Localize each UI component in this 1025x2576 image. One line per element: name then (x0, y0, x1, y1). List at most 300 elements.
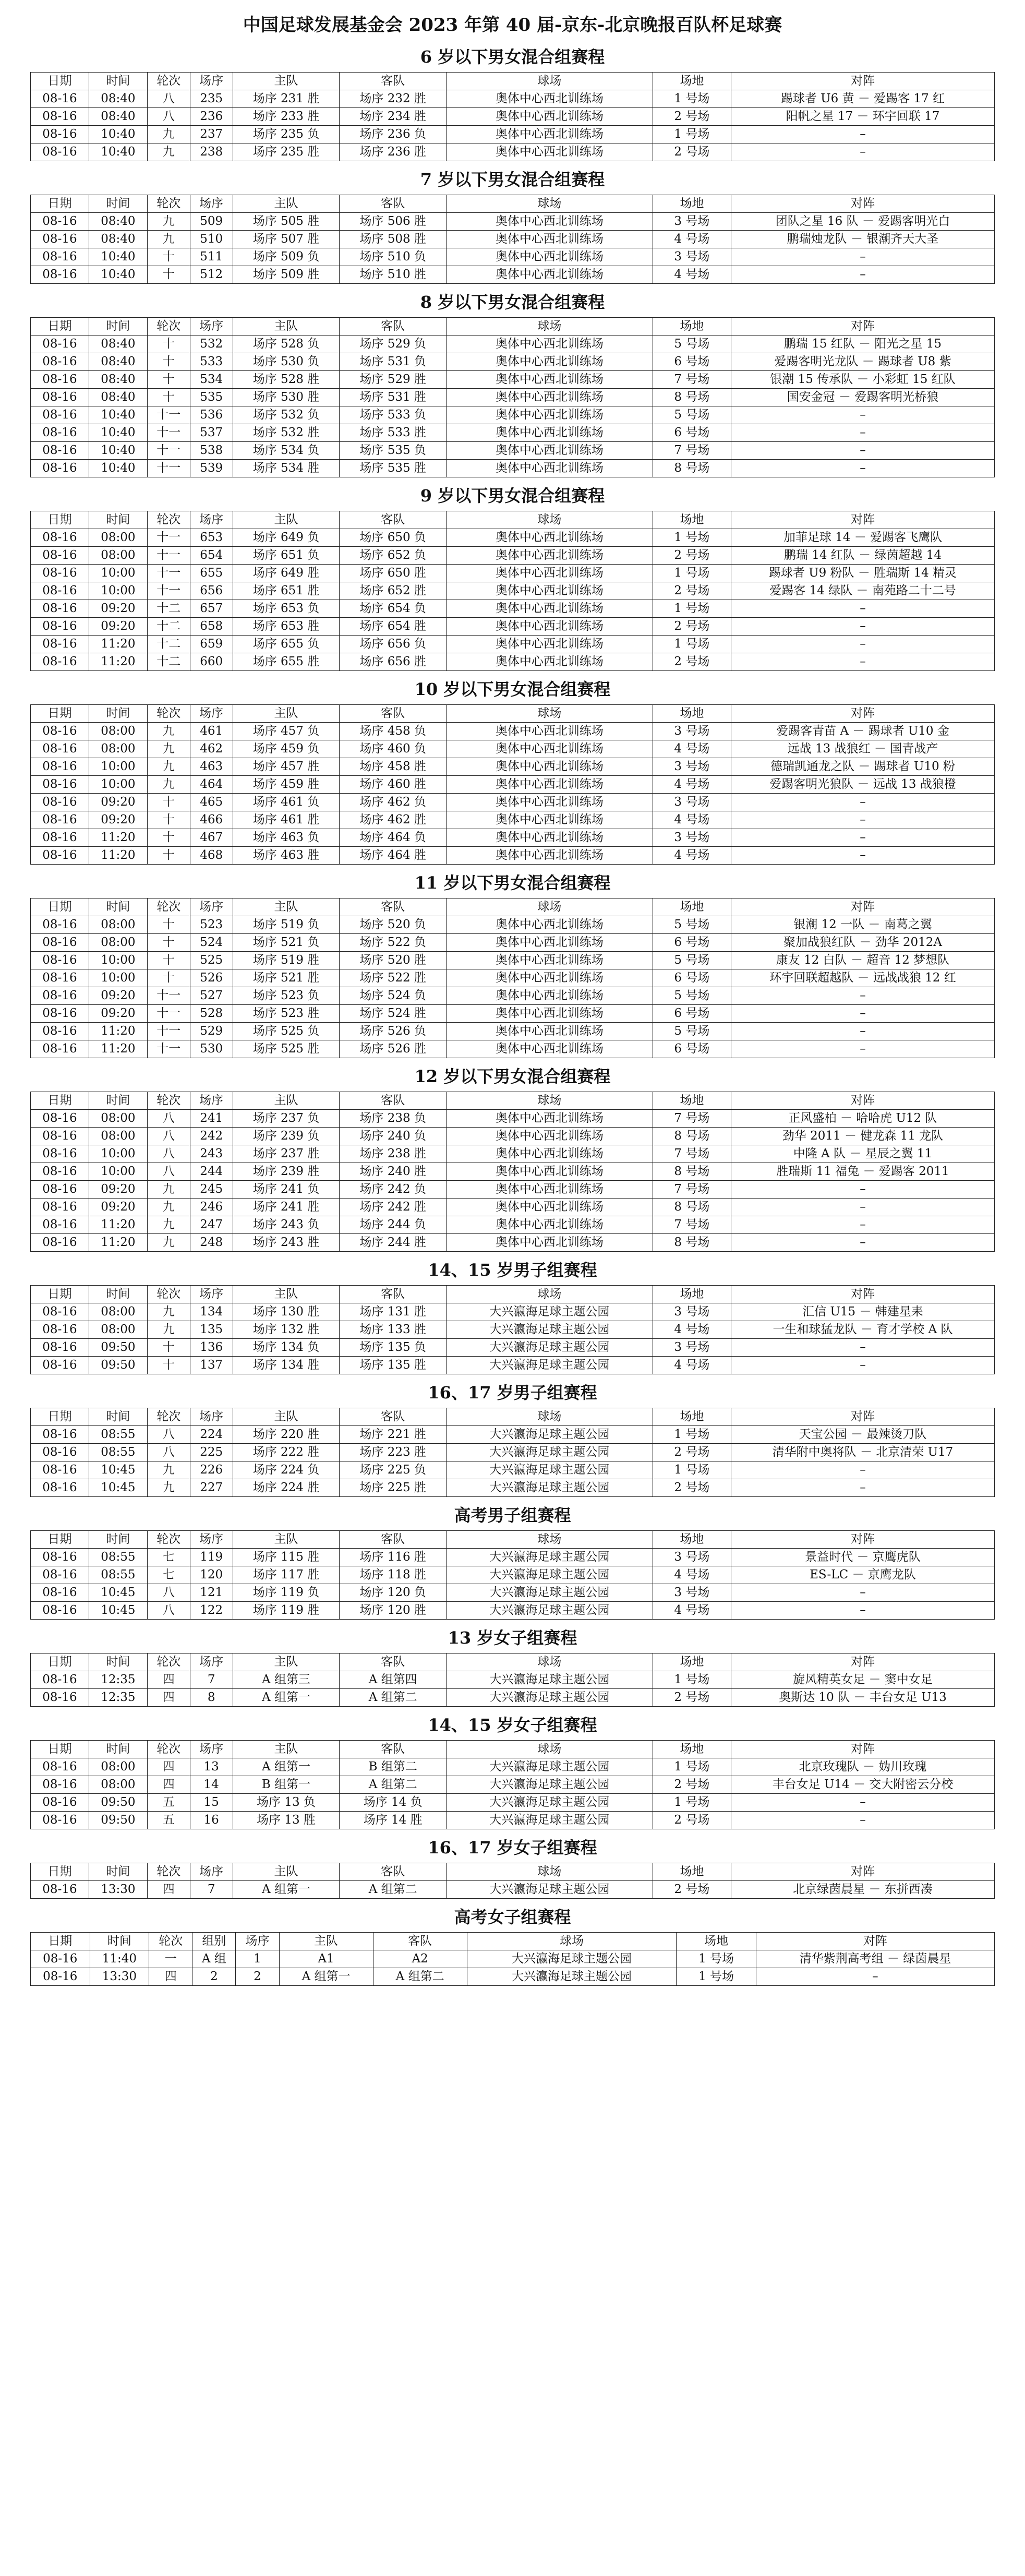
table-cell: 奥体中心西北训练场 (447, 740, 653, 758)
table-cell: 08-16 (31, 1758, 89, 1776)
table-cell: 5 号场 (653, 987, 731, 1005)
table-cell: 8 号场 (653, 1163, 731, 1181)
table-cell: 场序 534 胜 (233, 460, 340, 477)
table-cell: 523 (190, 916, 233, 934)
table-cell: 场序 530 负 (233, 353, 340, 371)
table-cell: 四 (147, 1671, 190, 1689)
table-cell: 08:40 (89, 371, 147, 389)
table-cell: 227 (190, 1479, 233, 1497)
table-row (31, 1303, 995, 1321)
column-header: 场地 (653, 195, 731, 213)
column-header: 时间 (89, 73, 147, 90)
schedule-section (30, 1623, 995, 1707)
column-header: 主队 (233, 898, 340, 916)
table-row (31, 1216, 995, 1234)
table-cell: – (731, 1461, 994, 1479)
table-cell: 九 (147, 723, 190, 740)
table-cell: 08-16 (31, 460, 89, 477)
table-cell: 十一 (147, 987, 190, 1005)
column-header: 对阵 (731, 705, 994, 723)
table-cell: 十 (147, 829, 190, 847)
schedule-table (30, 72, 995, 161)
table-cell: 踢球者 U9 粉队 － 胜瑞斯 14 精灵 (731, 565, 994, 582)
table-cell: 3 号场 (653, 758, 731, 776)
table-cell: 08-16 (31, 1023, 89, 1040)
table-cell: – (731, 1005, 994, 1023)
table-cell: 九 (147, 1234, 190, 1252)
table-cell: 08-16 (31, 90, 89, 108)
table-cell: 08:00 (89, 1110, 147, 1128)
table-row (31, 529, 995, 547)
table-cell: 四 (149, 1968, 192, 1986)
column-header: 轮次 (147, 1863, 190, 1881)
table-cell: 08-16 (31, 565, 89, 582)
table-cell: 243 (190, 1145, 233, 1163)
table-cell: 奥体中心西北训练场 (447, 1163, 653, 1181)
table-cell: 鹏瑞烛龙队 － 银潮齐天大圣 (731, 231, 994, 248)
table-row (31, 758, 995, 776)
table-cell: 5 号场 (653, 952, 731, 969)
column-header: 轮次 (147, 1741, 190, 1758)
table-cell: 场序 240 负 (340, 1128, 447, 1145)
table-cell: 场序 649 负 (233, 529, 340, 547)
table-cell: 十 (147, 1357, 190, 1374)
table-cell: 场序 235 负 (233, 126, 340, 143)
table-cell: 奥体中心西北训练场 (447, 952, 653, 969)
column-header: 对阵 (731, 1741, 994, 1758)
table-cell: 场序 531 负 (340, 353, 447, 371)
table-row (31, 1950, 995, 1968)
table-cell: 奥体中心西北训练场 (447, 248, 653, 266)
column-header: 主队 (279, 1933, 373, 1950)
table-cell: 122 (190, 1602, 233, 1620)
table-cell: 场序 524 胜 (340, 1005, 447, 1023)
table-cell: 08-16 (31, 1303, 89, 1321)
table-cell: 场序 232 胜 (340, 90, 447, 108)
table-cell: 244 (190, 1163, 233, 1181)
table-cell: 奥体中心西北训练场 (447, 143, 653, 161)
table-cell: 旋风精英女足 － 窦中女足 (731, 1671, 994, 1689)
table-cell: 2 (192, 1968, 236, 1986)
table-cell: 2 号场 (653, 1689, 731, 1707)
table-cell: 大兴瀛海足球主题公园 (447, 1357, 653, 1374)
table-cell: 08-16 (31, 1199, 89, 1216)
table-cell: 银潮 15 传承队 － 小彩虹 15 红队 (731, 371, 994, 389)
table-row (31, 829, 995, 847)
table-cell: 08-16 (31, 1234, 89, 1252)
table-cell: 十一 (147, 1040, 190, 1058)
table-cell: 7 号场 (653, 1216, 731, 1234)
table-cell: 奥体中心西北训练场 (447, 811, 653, 829)
table-cell: 爱踢客青苗 A － 踢球者 U10 金 (731, 723, 994, 740)
table-cell: 场序 223 胜 (340, 1444, 447, 1461)
table-cell: 136 (190, 1339, 233, 1357)
table-cell: 十 (147, 353, 190, 371)
table-cell: 08-16 (31, 1163, 89, 1181)
column-header: 客队 (340, 1286, 447, 1303)
table-cell: 2 号场 (653, 143, 731, 161)
table-cell: 场序 242 胜 (340, 1199, 447, 1216)
table-cell: 10:40 (89, 406, 147, 424)
table-cell: 奥体中心西北训练场 (447, 776, 653, 794)
table-cell: 10:00 (89, 776, 147, 794)
table-cell: 大兴瀛海足球主题公园 (447, 1794, 653, 1812)
table-cell: 聚加战狼红队 － 劲华 2012A (731, 934, 994, 952)
column-header: 球场 (447, 1286, 653, 1303)
table-row (31, 547, 995, 565)
table-cell: 大兴瀛海足球主题公园 (447, 1303, 653, 1321)
table-cell: 2 号场 (653, 1479, 731, 1497)
table-cell: – (731, 1234, 994, 1252)
table-cell: 场序 457 负 (233, 723, 340, 740)
table-cell: 场序 521 负 (233, 934, 340, 952)
table-cell: 场序 233 胜 (233, 108, 340, 126)
table-row (31, 336, 995, 353)
table-cell: 8 号场 (653, 389, 731, 406)
table-cell: 7 号场 (653, 371, 731, 389)
table-cell: 08-16 (31, 1444, 89, 1461)
table-cell: 场序 244 胜 (340, 1234, 447, 1252)
table-cell: 场序 528 负 (233, 336, 340, 353)
table-row (31, 776, 995, 794)
column-header: 主队 (233, 1654, 340, 1671)
table-cell: 场序 534 负 (233, 442, 340, 460)
table-cell: 场序 651 胜 (233, 582, 340, 600)
table-cell: 奥体中心西北训练场 (447, 723, 653, 740)
column-header: 场地 (653, 318, 731, 336)
table-cell: 场序 135 负 (340, 1339, 447, 1357)
column-header: 主队 (233, 1863, 340, 1881)
table-cell: 536 (190, 406, 233, 424)
table-cell: 08-16 (31, 776, 89, 794)
table-cell: 10:40 (89, 424, 147, 442)
table-cell: 场序 135 胜 (340, 1357, 447, 1374)
table-cell: 08-16 (31, 1566, 89, 1584)
table-cell: 十 (147, 389, 190, 406)
column-header: 对阵 (731, 1863, 994, 1881)
table-cell: 场序 507 胜 (233, 231, 340, 248)
table-cell: 场序 236 负 (340, 126, 447, 143)
table-cell: 08-16 (31, 723, 89, 740)
column-header: 球场 (447, 318, 653, 336)
column-header: 球场 (447, 1863, 653, 1881)
table-cell: 510 (190, 231, 233, 248)
table-cell: 09:20 (89, 811, 147, 829)
table-cell: 场序 118 胜 (340, 1566, 447, 1584)
table-cell: 场序 235 胜 (233, 143, 340, 161)
table-cell: 6 号场 (653, 424, 731, 442)
table-row (31, 618, 995, 636)
table-row (31, 811, 995, 829)
table-cell: 场序 509 负 (233, 248, 340, 266)
table-cell: A 组第二 (373, 1968, 467, 1986)
table-cell: 场序 459 负 (233, 740, 340, 758)
table-cell: 241 (190, 1110, 233, 1128)
table-cell: 一 (149, 1950, 192, 1968)
table-row (31, 1549, 995, 1566)
column-header: 主队 (233, 1741, 340, 1758)
table-cell: 10:00 (89, 952, 147, 969)
column-header: 时间 (89, 1408, 147, 1426)
table-cell: 237 (190, 126, 233, 143)
column-header: 球场 (467, 1933, 677, 1950)
table-cell: – (731, 126, 994, 143)
table-cell: 539 (190, 460, 233, 477)
table-header-row (31, 705, 995, 723)
column-header: 轮次 (147, 898, 190, 916)
table-cell: 464 (190, 776, 233, 794)
column-header: 日期 (31, 898, 89, 916)
table-cell: 九 (147, 126, 190, 143)
table-cell: 7 (190, 1671, 233, 1689)
table-cell: 奥体中心西北训练场 (447, 934, 653, 952)
table-cell: 九 (147, 143, 190, 161)
table-cell: 10:45 (89, 1461, 147, 1479)
table-cell: 奥体中心西北训练场 (447, 1181, 653, 1199)
column-header: 场地 (653, 511, 731, 529)
column-header: 客队 (340, 73, 447, 90)
table-cell: 247 (190, 1216, 233, 1234)
table-cell: 658 (190, 618, 233, 636)
column-header: 球场 (447, 1531, 653, 1549)
table-cell: 场序 460 负 (340, 740, 447, 758)
table-cell: A 组第一 (233, 1689, 340, 1707)
table-row (31, 934, 995, 952)
table-cell: 团队之星 16 队 － 爱踢客明光白 (731, 213, 994, 231)
table-cell: 场序 234 胜 (340, 108, 447, 126)
schedule-table (30, 1863, 995, 1899)
column-header: 时间 (89, 1531, 147, 1549)
table-cell: 509 (190, 213, 233, 231)
table-cell: 鹏瑞 14 红队 － 绿茵超越 14 (731, 547, 994, 565)
table-cell: 大兴瀛海足球主题公园 (447, 1602, 653, 1620)
column-header: 日期 (31, 1741, 89, 1758)
table-row (31, 1005, 995, 1023)
schedule-table (30, 898, 995, 1058)
table-row (31, 1339, 995, 1357)
column-header: 对阵 (731, 1654, 994, 1671)
table-cell: 八 (147, 1602, 190, 1620)
table-cell: 大兴瀛海足球主题公园 (447, 1549, 653, 1566)
table-cell: 十二 (147, 636, 190, 653)
table-cell: 七 (147, 1549, 190, 1566)
table-cell: 119 (190, 1549, 233, 1566)
table-cell: 场序 120 胜 (340, 1602, 447, 1620)
table-cell: 08:40 (89, 389, 147, 406)
table-cell: 九 (147, 1181, 190, 1199)
table-cell: 462 (190, 740, 233, 758)
table-cell: 奥体中心西北训练场 (447, 266, 653, 284)
table-cell: 九 (147, 1479, 190, 1497)
schedule-table (30, 1932, 995, 1986)
table-cell: 大兴瀛海足球主题公园 (447, 1881, 653, 1899)
column-header: 客队 (340, 1863, 447, 1881)
column-header: 时间 (90, 1933, 149, 1950)
table-cell: 1 号场 (653, 1758, 731, 1776)
table-cell: 1 号场 (677, 1968, 756, 1986)
table-cell: 463 (190, 758, 233, 776)
table-header-row (31, 195, 995, 213)
column-header: 日期 (31, 1933, 90, 1950)
column-header: 时间 (89, 1863, 147, 1881)
table-cell: 十一 (147, 529, 190, 547)
table-row (31, 582, 995, 600)
table-row (31, 1357, 995, 1374)
table-cell: 121 (190, 1584, 233, 1602)
table-cell: 08:00 (89, 547, 147, 565)
column-header: 场序 (190, 898, 233, 916)
table-cell: 08:00 (89, 529, 147, 547)
table-cell: 10:00 (89, 758, 147, 776)
table-cell: 511 (190, 248, 233, 266)
table-cell: 四 (147, 1776, 190, 1794)
table-cell: A 组第三 (233, 1671, 340, 1689)
table-cell: 九 (147, 231, 190, 248)
table-row (31, 987, 995, 1005)
table-cell: 场序 236 胜 (340, 143, 447, 161)
table-header-row (31, 73, 995, 90)
column-header: 轮次 (147, 1654, 190, 1671)
table-cell: 1 号场 (653, 600, 731, 618)
schedule-table (30, 511, 995, 671)
table-cell: 大兴瀛海足球主题公园 (467, 1950, 677, 1968)
table-cell: 十一 (147, 424, 190, 442)
table-cell: 09:20 (89, 1181, 147, 1199)
column-header: 对阵 (756, 1933, 994, 1950)
table-row (31, 143, 995, 161)
table-cell: 527 (190, 987, 233, 1005)
column-header: 场序 (236, 1933, 279, 1950)
table-cell: 八 (147, 1145, 190, 1163)
table-cell: 08-16 (31, 829, 89, 847)
schedule-section (30, 42, 995, 161)
column-header: 场地 (677, 1933, 756, 1950)
table-cell: – (731, 1794, 994, 1812)
table-cell: 08-16 (31, 969, 89, 987)
table-cell: 08-16 (31, 1671, 89, 1689)
table-cell: 2 号场 (653, 582, 731, 600)
table-cell: ES-LC － 京鹰龙队 (731, 1566, 994, 1584)
column-header: 客队 (340, 1654, 447, 1671)
table-cell: 场序 530 胜 (233, 389, 340, 406)
table-cell: 奥体中心西北训练场 (447, 582, 653, 600)
table-cell: 场序 524 负 (340, 987, 447, 1005)
table-cell: 大兴瀛海足球主题公园 (447, 1426, 653, 1444)
table-cell: – (731, 600, 994, 618)
column-header: 时间 (89, 1741, 147, 1758)
table-cell: 北京绿茵晨星 － 东拼西凑 (731, 1881, 994, 1899)
table-cell: 奥体中心西北训练场 (447, 1023, 653, 1040)
table-cell: 八 (147, 1128, 190, 1145)
table-row (31, 1794, 995, 1812)
table-cell: 1 号场 (653, 636, 731, 653)
table-cell: 环宇回联超越队 － 远战战狼 12 红 (731, 969, 994, 987)
column-header: 场地 (653, 1863, 731, 1881)
table-cell: 4 号场 (653, 1357, 731, 1374)
table-cell: 08-16 (31, 143, 89, 161)
table-cell: 248 (190, 1234, 233, 1252)
table-cell: 十一 (147, 582, 190, 600)
table-cell: 4 号场 (653, 231, 731, 248)
table-cell: 08-16 (31, 758, 89, 776)
table-cell: 1 号场 (653, 126, 731, 143)
table-cell: 08:00 (89, 1758, 147, 1776)
table-cell: 十 (147, 248, 190, 266)
table-cell: 468 (190, 847, 233, 865)
table-cell: 场序 505 胜 (233, 213, 340, 231)
table-cell: 场序 13 胜 (233, 1812, 340, 1829)
table-cell: 08-16 (31, 1776, 89, 1794)
table-cell: 08-16 (31, 406, 89, 424)
table-cell: 08-16 (31, 1128, 89, 1145)
table-cell: 8 号场 (653, 460, 731, 477)
table-cell: 场序 462 胜 (340, 811, 447, 829)
column-header: 轮次 (147, 511, 190, 529)
table-cell: 场序 525 胜 (233, 1040, 340, 1058)
table-cell: 2 号场 (653, 1776, 731, 1794)
table-cell: 场序 652 负 (340, 547, 447, 565)
table-cell: 08-16 (31, 1812, 89, 1829)
table-cell: 场序 240 胜 (340, 1163, 447, 1181)
table-cell: 场序 519 负 (233, 916, 340, 934)
table-cell: 清华紫荆高考组 － 绿茵晨星 (756, 1950, 994, 1968)
table-cell: – (731, 460, 994, 477)
table-cell: 08-16 (31, 1602, 89, 1620)
table-cell: 十二 (147, 600, 190, 618)
column-header: 客队 (340, 1531, 447, 1549)
column-header: 轮次 (147, 1286, 190, 1303)
table-cell: 八 (147, 1110, 190, 1128)
table-cell: 场序 119 负 (233, 1584, 340, 1602)
table-cell: 场序 458 负 (340, 723, 447, 740)
column-header: 客队 (340, 1408, 447, 1426)
table-cell: 11:20 (89, 1023, 147, 1040)
table-header-row (31, 1933, 995, 1950)
table-cell: 场序 241 胜 (233, 1199, 340, 1216)
table-cell: 场序 242 负 (340, 1181, 447, 1199)
table-cell: 08-16 (31, 1145, 89, 1163)
table-row (31, 90, 995, 108)
table-cell: 九 (147, 776, 190, 794)
table-cell: 场序 519 胜 (233, 952, 340, 969)
table-cell: 场序 460 胜 (340, 776, 447, 794)
table-cell: 08:40 (89, 213, 147, 231)
table-cell: 奥体中心西北训练场 (447, 565, 653, 582)
table-cell: 11:20 (89, 653, 147, 671)
table-cell: 5 号场 (653, 406, 731, 424)
table-cell: 场序 134 胜 (233, 1357, 340, 1374)
table-cell: 场序 224 负 (233, 1461, 340, 1479)
table-cell: 场序 461 胜 (233, 811, 340, 829)
table-cell: 场序 120 负 (340, 1584, 447, 1602)
section-title: 9 岁以下男女混合组赛程 (420, 486, 605, 506)
table-cell: 十 (147, 371, 190, 389)
table-cell: – (731, 1584, 994, 1602)
table-cell: 10:00 (89, 1163, 147, 1181)
table-cell: 654 (190, 547, 233, 565)
table-cell: 奥体中心西北训练场 (447, 987, 653, 1005)
table-cell: 08:55 (89, 1549, 147, 1566)
table-cell: 奥体中心西北训练场 (447, 1199, 653, 1216)
table-cell: 08-16 (31, 126, 89, 143)
column-header: 场地 (653, 1654, 731, 1671)
table-cell: 08:55 (89, 1426, 147, 1444)
table-cell: 10:40 (89, 460, 147, 477)
column-header: 时间 (89, 195, 147, 213)
table-cell: 十 (147, 811, 190, 829)
table-cell: 奥体中心西北训练场 (447, 1110, 653, 1128)
table-cell: 11:20 (89, 1040, 147, 1058)
